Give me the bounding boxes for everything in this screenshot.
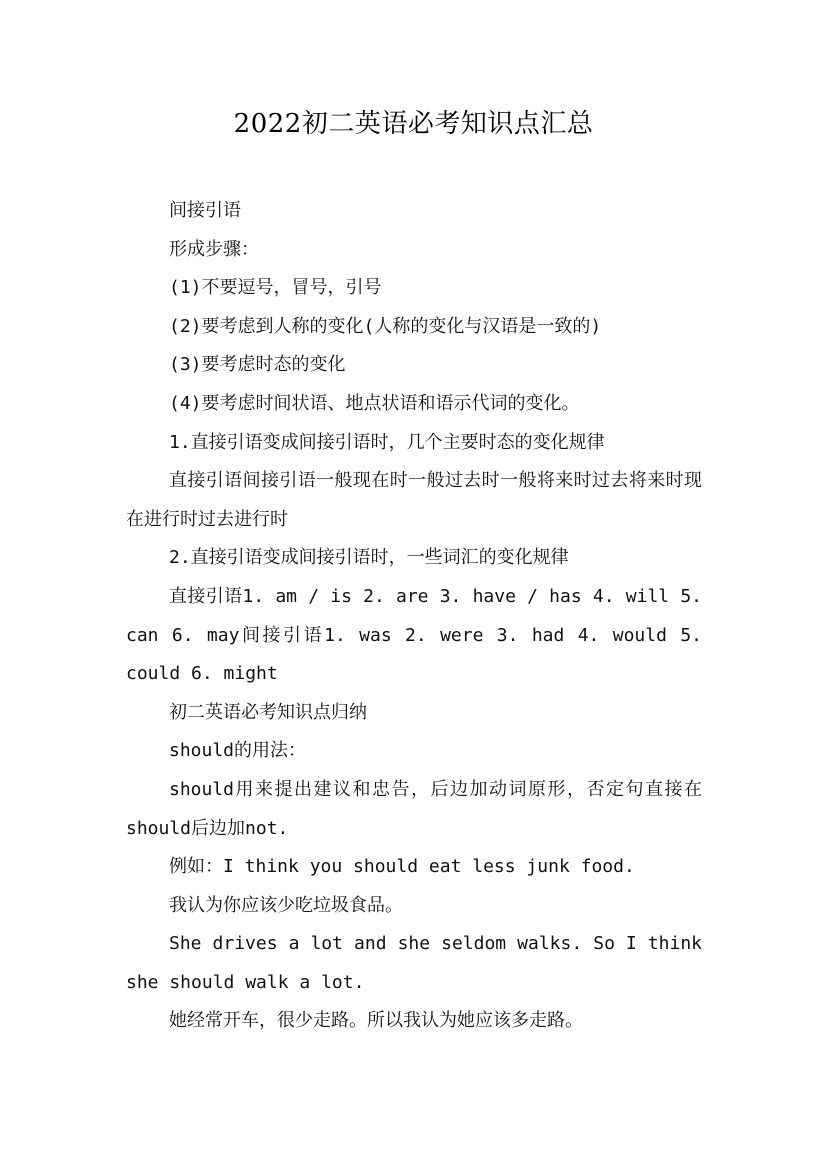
paragraph-indirect-speech-heading: 间接引语 (169, 200, 241, 221)
paragraph-example-1: 例如：I think you should eat less junk food. (169, 856, 635, 878)
paragraph-step-4: (4)要考虑时间状语、地点状语和语示代词的变化。 (169, 392, 580, 414)
paragraph-formation-steps: 形成步骤： (169, 238, 259, 260)
paragraph-example-1-translation: 我认为你应该少吃垃圾食品。 (169, 894, 403, 916)
paragraph-step-1: (1)不要逗号，冒号，引号 (169, 277, 382, 299)
paragraph-tense-rules-heading: 1.直接引语变成间接引语时，几个主要时态的变化规律 (169, 431, 605, 453)
paragraph-step-2: (2)要考虑到人称的变化(人称的变化与汉语是一致的) (169, 315, 602, 337)
paragraph-should-usage-heading: should的用法： (169, 740, 307, 762)
document-body (126, 192, 702, 1041)
paragraph-example-2-translation: 她经常开车，很少走路。所以我认为她应该多走路。 (169, 1010, 583, 1032)
paragraph-should-usage: should用来提出建议和忠告，后边加动词原形，否定句直接在should后边加not. (126, 778, 702, 839)
paragraph-vocabulary-rules-heading: 2.直接引语变成间接引语时，一些词汇的变化规律 (169, 547, 569, 569)
paragraph-vocabulary-rules: 直接引语1. am / is 2. are 3. have / has 4. will 5. can 6. may间接引语1. was 2. were 3. had 4. would 5. could 6. might (126, 585, 702, 685)
paragraph-tense-rules: 直接引语间接引语一般现在时一般过去时一般将来时过去将来时现在进行时过去进行时 (126, 470, 702, 530)
paragraph-grade8-knowledge-heading: 初二英语必考知识点归纳 (169, 701, 367, 723)
paragraph-step-3: (3)要考虑时态的变化 (169, 354, 346, 376)
document-title: 2022初二英语必考知识点汇总 (233, 109, 594, 139)
paragraph-example-2: She drives a lot and she seldom walks. So I think she should walk a lot. (126, 933, 702, 993)
